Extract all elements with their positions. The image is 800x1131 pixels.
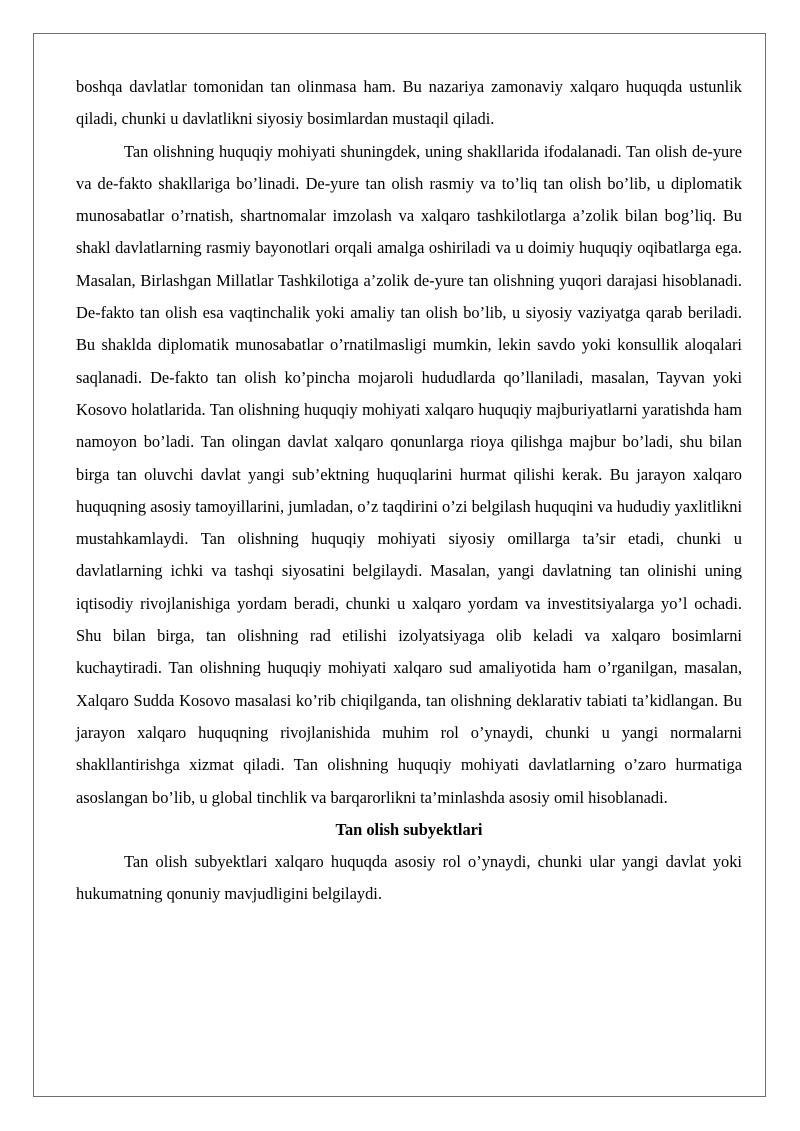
paragraph-recognition-subjects: Tan olish subyektlari xalqaro huquqda asosiy rol o’ynaydi, chunki ular yangi davlat yoki hukumatning qonuniy mavjudligini belgilaydi.	[76, 852, 742, 904]
document-body	[76, 71, 742, 911]
paragraph-legal-essence: Tan olishning huquqiy mohiyati shuningdek, uning shakllarida ifodalanadi. Tan olish de-yure va de-fakto shakllariga bo’linadi. De-yure tan olish rasmiy va to’liq tan olish bo’lib, u diplomatik munosabatlar o’rnatish, shartnomalar imzolash va xalqaro tashkilotlarga a’zolik bilan bog’liq. Bu shakl davlatlarning rasmiy bayonotlari orqali amalga oshiriladi va u doimiy huquqiy oqibatlarga ega. Masalan, Birlashgan Millatlar Tashkilotiga a’zolik de-yure tan olishning yuqori darajasi hisoblanadi. De-fakto tan olish esa vaqtinchalik yoki amaliy tan olish bo’lib, u siyosiy vaziyatga qarab beriladi. Bu shaklda diplomatik munosabatlar o’rnatilmasligi mumkin, lekin savdo yoki konsullik aloqalari saqlanadi. De-fakto tan olish ko’pincha mojaroli hududlarda qo’llaniladi, masalan, Tayvan yoki Kosovo holatlarida. Tan olishning huquqiy mohiyati xalqaro huquqiy majburiyatlarni yaratishda ham namoyon bo’ladi. Tan olingan davlat xalqaro qonunlarga rioya qilishga majbur bo’ladi, shu bilan birga tan oluvchi davlat yangi sub’ektning huquqlarini hurmat qilishi kerak. Bu jarayon xalqaro huquqning asosiy tamoyillarini, jumladan, o’z taqdirini o’zi belgilash huquqini va hududiy yaxlitlikni mustahkamlaydi. Tan olishning huquqiy mohiyati siyosiy omillarga ta’sir etadi, chunki u davlatlarning ichki va tashqi siyosatini belgilaydi. Masalan, yangi davlatning tan olinishi uning iqtisodiy rivojlanishiga yordam beradi, chunki u xalqaro yordam va investitsiyalarga yo’l ochadi. Shu bilan birga, tan olishning rad etilishi izolyatsiyaga olib keladi va xalqaro bosimlarni kuchaytiradi. Tan olishning huquqiy mohiyati xalqaro sud amaliyotida ham o’rganilgan, masalan, Xalqaro Sudda Kosovo masalasi ko’rib chiqilganda, tan olishning deklarativ tabiati ta’kidlangan. Bu jarayon xalqaro huquqning rivojlanishida muhim rol o’ynaydi, chunki u yangi normalarni shakllantirishga xizmat qiladi. Tan olishning huquqiy mohiyati davlatlarning o’zaro hurmatiga asoslangan bo’lib, u global tinchlik va barqarorlikni ta’minlashda asosiy omil hisoblanadi.	[76, 141, 742, 807]
section-heading: Tan olish subyektlari	[335, 819, 483, 839]
paragraph-continuation: boshqa davlatlar tomonidan tan olinmasa ham. Bu nazariya zamonaviy xalqaro huquqda ustunlik qiladi, chunki u davlatlikni siyosiy bosimlardan mustaqil qiladi.	[76, 77, 742, 129]
